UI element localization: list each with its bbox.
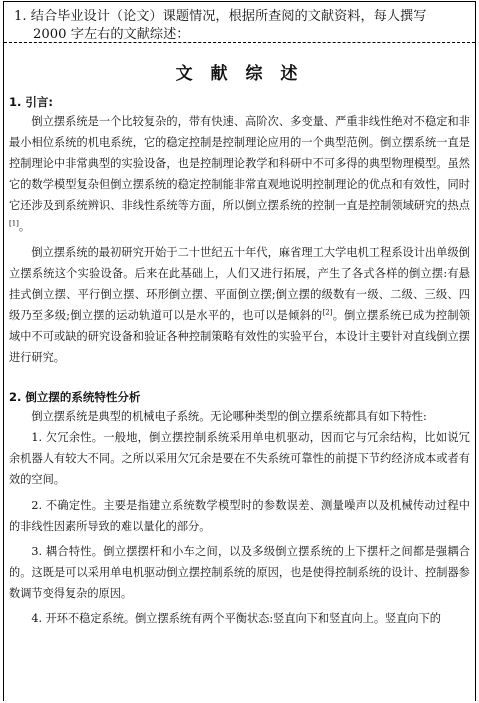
list-item: 3. 耦合特性。倒立摆摆杆和小车之间，以及多级倒立摆系统的上下摆杆之间都是强耦合的。这既是可以采用单电机驱动倒立摆控制系统的原因，也是使得控制系统的设计、控制器参数调节变得复杂的原因。 <box>9 544 470 600</box>
citation: [2] <box>322 308 333 317</box>
paragraph-text: 倒立摆系统是一个比较复杂的，带有快速、高阶次、多变量、严重非线性绝对不稳定和非最小相位系统的机电系统，它的稳定控制是控制理论应用的一个典型范例。倒立摆系统一直是控制理论中非常典型的实验设备，也是控制理论教学和科研中不可多得的典型物理模型。虽然它的数学模型复杂但倒立摆系统的稳定控制能非常直观地说明控制理论的优点和有效性，同时它还涉及到系统辨识、非线性系统等方面，所以倒立摆系统的控制一直是控制领域研究的热点 <box>9 115 470 213</box>
paragraph-tail: 。 <box>18 220 31 234</box>
assignment-line-2: 2000 字左右的文献综述： <box>33 27 190 42</box>
assignment-line-1: 1. 结合毕业设计（论文）课题情况，根据所查阅的文献资料，每人撰写 <box>14 9 427 24</box>
paragraph-text: 倒立摆系统的最初研究开始于二十世纪五十年代，麻省理工大学电机工程系设计出单级倒立摆系统这个实验设备。后来在此基础上，人们又进行拓展，产生了各式各样的倒立摆:有悬挂式倒立摆、平行倒立摆、环形倒立摆、平面倒立摆;倒立摆的级数有一级、二级、三级、四级乃至多级;倒立摆的运动轨道可以是水平的，也可以是倾斜的 <box>9 245 470 322</box>
paragraph <box>9 242 470 369</box>
citation: [1] <box>9 219 19 228</box>
section-heading-characteristics: 2. 倒立摆的系统特性分析 <box>9 390 141 405</box>
list-item: 1. 欠冗余性。一般地，倒立摆控制系统采用单电机驱动，因而它与冗余结构，比如说冗余机器人有较大不同。之所以采用欠冗余是要在不失系统可靠性的前提下节约经济成本或者有效的空间。 <box>9 431 470 487</box>
document-title: 文 献 综 述 <box>175 64 304 84</box>
document-page <box>3 1 476 701</box>
list-item: 4. 开环不稳定系统。倒立摆系统有两个平衡状态:竖直向下和竖直向上。竖直向下的 <box>31 611 441 625</box>
section-intro: 倒立摆系统是典型的机械电子系统。无论哪种类型的倒立摆系统都具有如下特性: <box>31 410 427 424</box>
assignment-header <box>4 2 475 43</box>
paragraph-tail: 。倒立摆系统已成为控制领域中不可或缺的研究设备和验证各种控制策略有效性的实验平台，本设计主要针对直线倒立摆进行研究。 <box>9 308 470 365</box>
list-item: 2. 不确定性。主要是指建立系统数学模型时的参数误差、测量噪声以及机械传动过程中的非线性因素所导致的难以量化的部分。 <box>9 498 470 533</box>
document-body <box>4 93 475 629</box>
section-heading-introduction: 1. 引言: <box>9 95 53 109</box>
paragraph <box>9 111 470 238</box>
